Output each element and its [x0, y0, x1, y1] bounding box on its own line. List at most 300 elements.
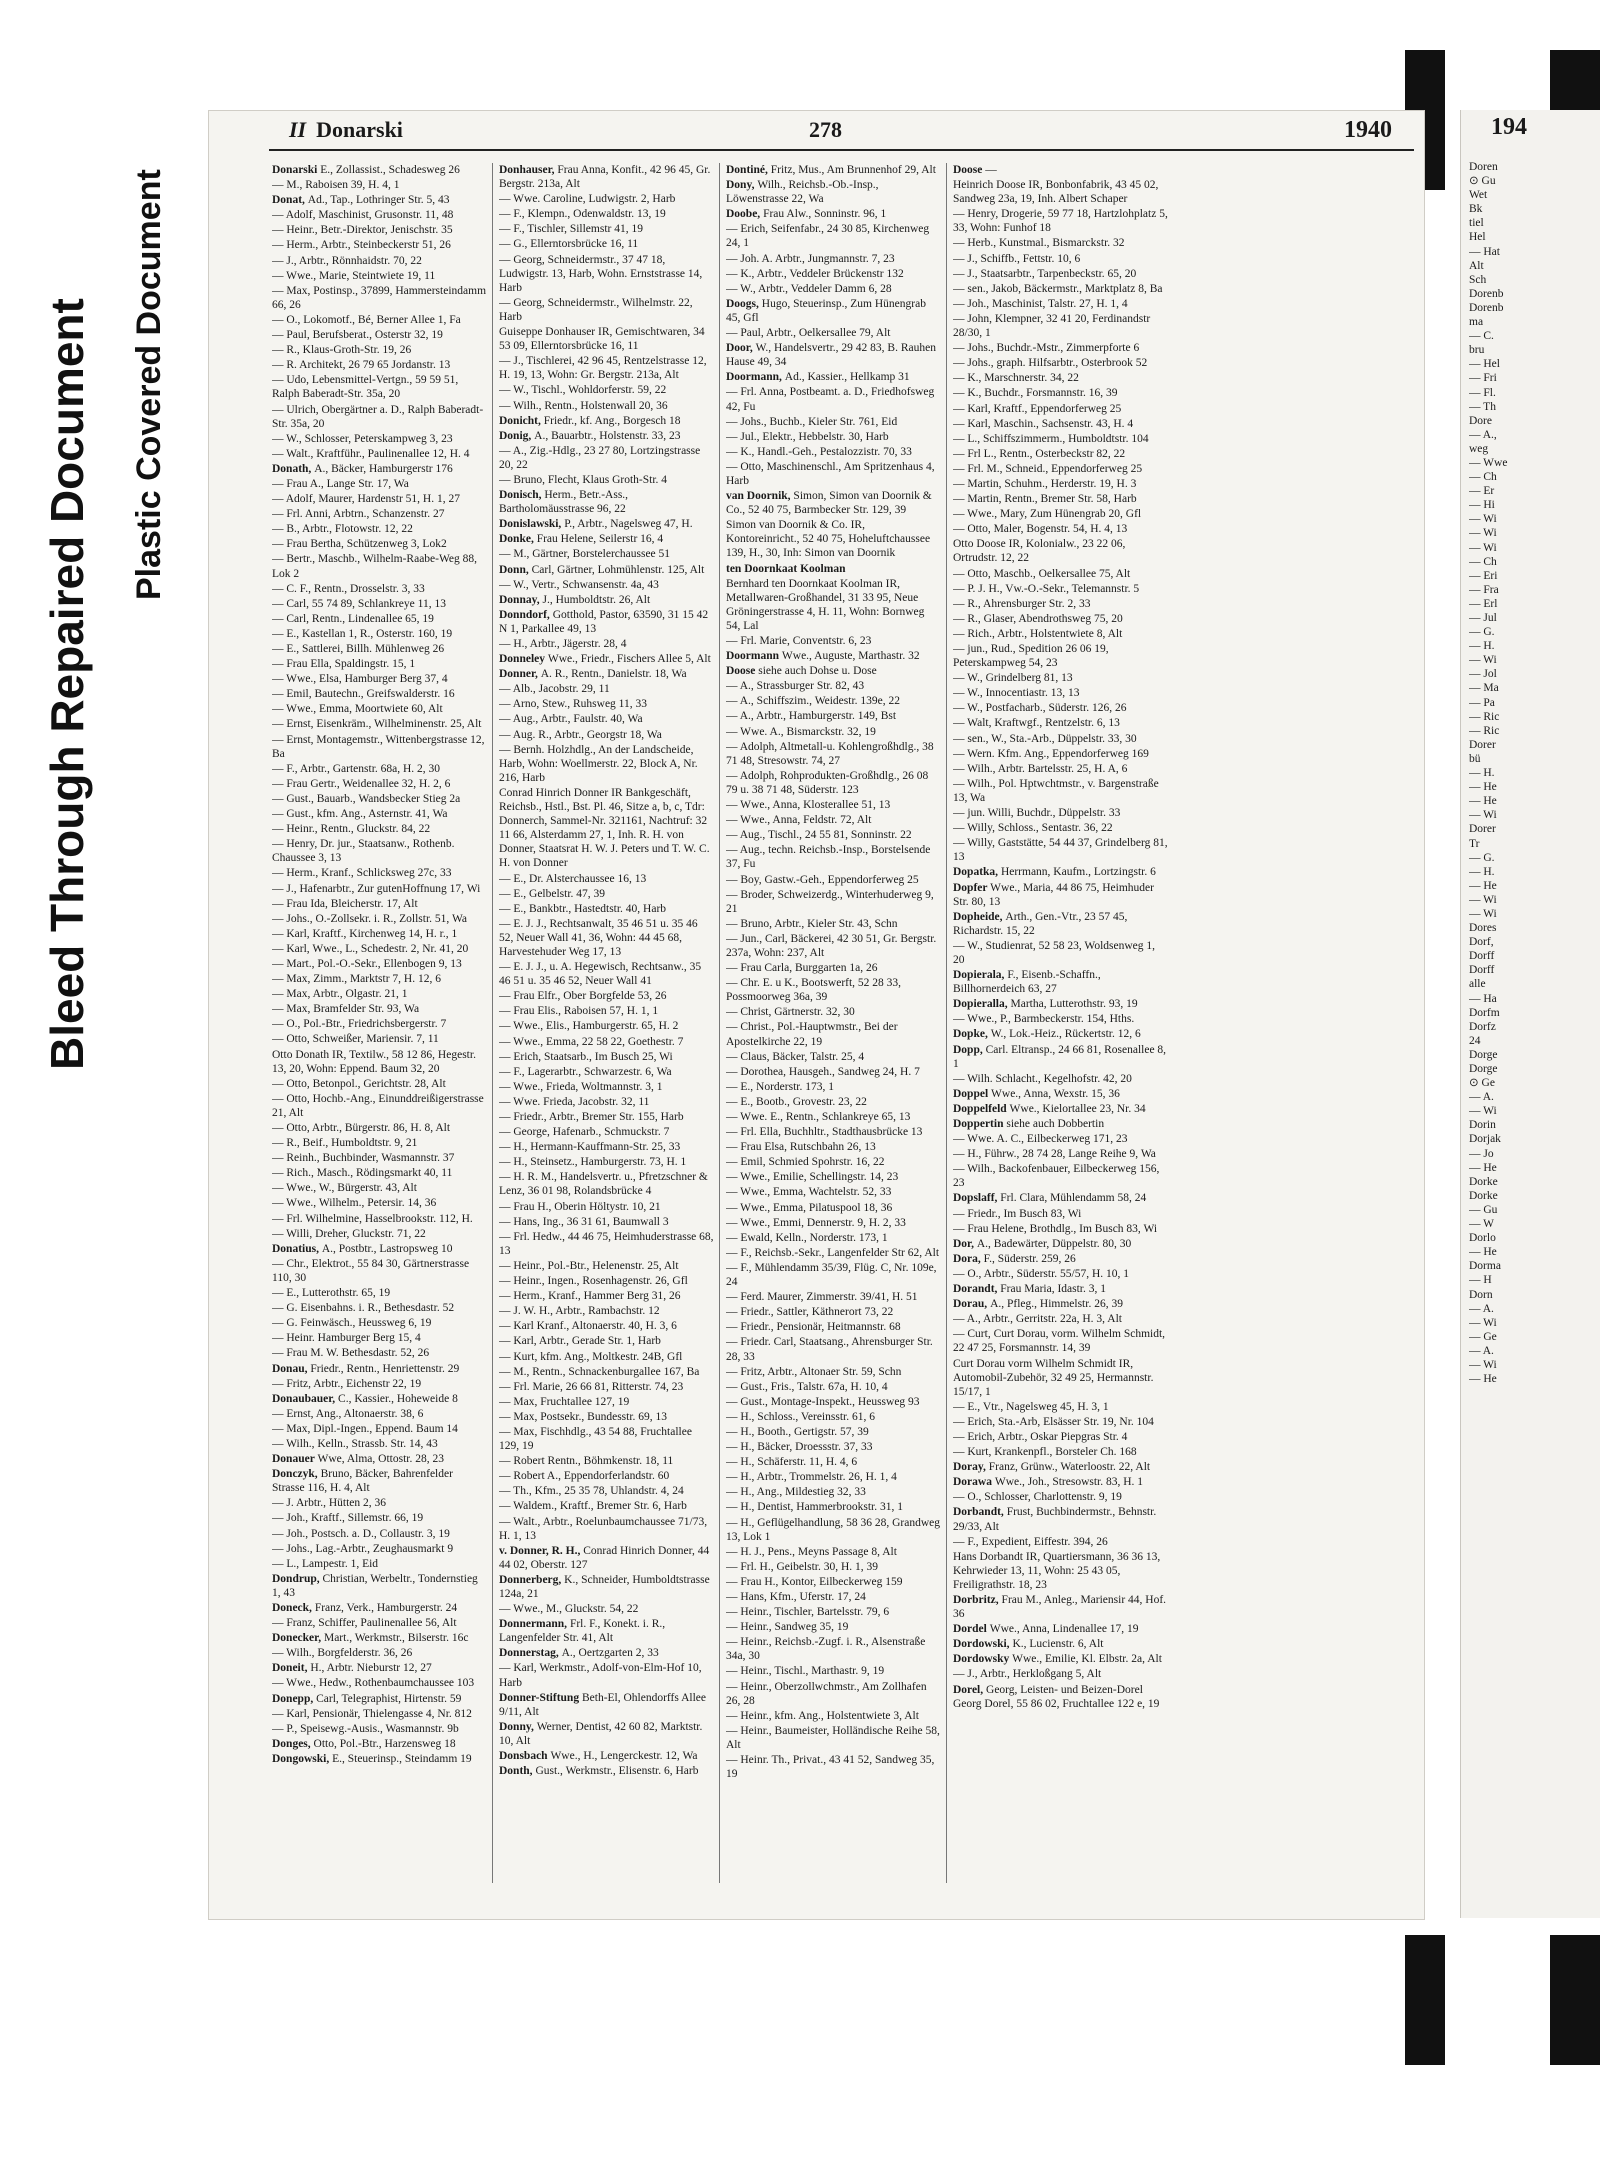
directory-entry	[726, 976, 941, 1004]
next-page-line: ma	[1469, 316, 1484, 329]
directory-entry	[499, 1095, 714, 1109]
entry-surname: Donner-Stiftung	[499, 1691, 582, 1704]
next-page-line: — Jul	[1469, 612, 1497, 624]
directory-entry	[499, 563, 714, 577]
entry-text: — Wilh., Arbtr. Bartelsstr. 25, H. A, 6	[953, 762, 1128, 775]
entry-text: — Th., Kfm., 25 35 78, Uhlandstr. 4, 24	[499, 1485, 684, 1498]
entry-text: Georg, Leisten- und Beizen-Dorel Georg Dorel, 55 86 02, Fruchtallee 122 e, 19	[953, 1683, 1160, 1710]
entry-text: — Franz, Schiffer, Paulinenallee 56, Alt	[272, 1617, 457, 1630]
entry-text: — John, Klempner, 32 41 20, Ferdinandstr 28/30, 1	[953, 312, 1151, 340]
entry-text: — Friedr., Pensionär, Heitmannstr. 68	[726, 1321, 901, 1334]
entry-text: — J. Arbtr., Hütten 2, 36	[272, 1497, 387, 1510]
entry-text: A. R., Rentn., Danielstr. 18, Wa	[540, 668, 687, 681]
directory-entry	[499, 488, 714, 516]
entry-text: Martha, Lutterothstr. 93, 19	[1010, 998, 1138, 1011]
entry-text: — Claus, Bäcker, Talstr. 25, 4	[726, 1050, 865, 1063]
entry-text: — Frau Ida, Bleicherstr. 17, Alt	[272, 897, 418, 910]
next-page-line: — Jo	[1469, 1147, 1494, 1160]
entry-text: — Wwe., Hedw., Rothenbaumchaussee 103	[272, 1677, 475, 1690]
entry-text: A., Pfleg., Himmelstr. 26, 39	[990, 1298, 1123, 1311]
entry-text: — Willi, Dreher, Gluckstr. 71, 22	[272, 1227, 426, 1240]
directory-entry	[953, 1445, 1168, 1459]
entry-text: — L., Schiffszimmerm., Humboldtstr. 104	[953, 432, 1149, 445]
entry-text: — Heinr. Hamburger Berg 15, 4	[272, 1332, 421, 1345]
next-page-line: — Wi	[1469, 1358, 1497, 1371]
entry-text: F., Süderstr. 259, 26	[983, 1252, 1076, 1265]
entry-text: — A., Zig.-Hdlg., 23 27 80, Lortzingstrasse 20, 22	[499, 444, 701, 471]
directory-entry	[953, 865, 1168, 879]
directory-entry	[272, 1692, 487, 1706]
entry-text: — Friedr., Arbtr., Bremer Str. 155, Harb	[499, 1111, 684, 1123]
entry-text: — Frau H., Kontor, Eilbeckerweg 159	[726, 1575, 903, 1588]
entry-text: W., Lok.-Heiz., Rückertstr. 12, 6	[990, 1028, 1141, 1041]
directory-entry	[499, 637, 714, 651]
next-page-line: Wet	[1469, 189, 1488, 202]
entry-text: Wwe., Friedr., Fischers Allee 5, Alt	[547, 653, 711, 666]
directory-entry	[499, 1410, 714, 1424]
directory-entry	[499, 1170, 714, 1198]
entry-text: Curt Dorau vorm Wilhelm Schmidt IR, Automobil-Zubehör, 32 49 25, Hermannstr. 15/17, 1	[953, 1357, 1154, 1398]
directory-entry	[272, 1752, 487, 1766]
directory-entry	[953, 1267, 1168, 1281]
next-page-line: — H.	[1469, 640, 1495, 653]
directory-entry	[953, 447, 1168, 461]
entry-text: — Fritz, Arbtr., Altonaer Str. 59, Schn	[726, 1365, 902, 1378]
directory-entry	[272, 1286, 487, 1300]
entry-text: — R., Beif., Humboldtstr. 9, 21	[272, 1137, 418, 1150]
directory-entry	[499, 325, 714, 353]
directory-entry	[272, 1572, 487, 1600]
next-page-line: — Ge	[1469, 1330, 1497, 1343]
directory-entry	[499, 917, 714, 959]
entry-text: A., Bauarbtr., Holstenstr. 33, 23	[534, 429, 681, 442]
entry-text: — Joh., Kraftf., Sillemstr. 66, 19	[272, 1512, 424, 1525]
entry-text: — W., Grindelberg 81, 13	[953, 672, 1073, 685]
entry-text: — R., Ahrensburger Str. 2, 33	[953, 597, 1091, 610]
directory-entry	[499, 728, 714, 742]
entry-surname: Doppelfeld	[953, 1102, 1010, 1115]
directory-entry	[272, 1077, 487, 1091]
entry-text: Heinrich Doose IR, Bonbonfabrik, 43 45 02, Sandweg 23a, 19, Inh. Albert Schaper	[953, 179, 1159, 206]
entry-text: — J., Staatsarbtr., Tarpenbeckstr. 65, 20	[953, 267, 1137, 280]
directory-entry	[953, 806, 1168, 820]
next-page-line: — Er	[1469, 485, 1495, 498]
entry-text: — Wwe., Wilhelm., Petersir. 14, 36	[272, 1197, 437, 1210]
entry-text: A., Postbtr., Lastropsweg 10	[321, 1242, 453, 1255]
entry-text: — Wwe., Elis., Hamburgerstr. 65, H. 2	[499, 1020, 679, 1033]
entry-text: — A., Strassburger Str. 82, 43	[726, 680, 865, 693]
directory-entry	[726, 1125, 941, 1139]
entry-text: — Frau Gertr., Weidenallee 32, H. 2, 6	[272, 777, 451, 790]
directory-entry	[499, 743, 714, 785]
next-page-line: ⊙ Ge	[1469, 1077, 1495, 1090]
directory-entry	[726, 518, 941, 560]
directory-entry	[272, 897, 487, 911]
directory-entry	[726, 1335, 941, 1363]
directory-entry	[272, 657, 487, 671]
entry-text: — Heinr., Baumeister, Holländische Reihe 58, Alt	[726, 1724, 940, 1751]
entry-text: — Emil, Schmied Spohrstr. 16, 22	[726, 1156, 885, 1169]
directory-column-3	[726, 163, 941, 1893]
directory-entry	[499, 1720, 714, 1748]
directory-entry	[272, 1601, 487, 1615]
directory-entry	[499, 532, 714, 546]
entry-text: — Wwe., Frieda, Woltmannstr. 3, 1	[499, 1080, 663, 1093]
directory-entry	[272, 792, 487, 806]
directory-entry	[953, 701, 1168, 715]
entry-text: Mart., Werkmstr., Bilserstr. 16c	[323, 1632, 469, 1645]
entry-text: Conrad Hinrich Donner, 44 44 02, Oberstr. 127	[499, 1544, 710, 1571]
entry-surname: Donauer	[272, 1453, 318, 1466]
entry-text: — Ulrich, Obergärtner a. D., Ralph Baberadt-Str. 35a, 20	[272, 403, 484, 430]
entry-text: Guiseppe Donhauser IR, Gemischtwaren, 34 53 09, Ellerntorsbrücke 16, 11	[499, 326, 705, 353]
entry-text: — Arno, Stew., Ruhsweg 11, 33	[499, 698, 648, 711]
entry-text: — Paul, Berufsberat., Osterstr 32, 19	[272, 329, 443, 342]
directory-entry	[953, 1312, 1168, 1326]
page-header	[209, 111, 1424, 157]
directory-entry	[499, 547, 714, 561]
next-page-line: — Wi	[1469, 1105, 1497, 1118]
next-page-line: — A.	[1469, 1091, 1494, 1104]
directory-entry	[272, 822, 487, 836]
entry-text: Frust, Buchbindermstr., Behnstr. 29/33, Alt	[953, 1506, 1157, 1533]
directory-entry	[953, 821, 1168, 835]
directory-entry	[499, 1050, 714, 1064]
entry-text: — Wwe., Emilie, Schellingstr. 14, 23	[726, 1171, 899, 1184]
directory-entry	[499, 253, 714, 295]
next-page-line: Alt	[1469, 259, 1484, 272]
directory-entry	[953, 282, 1168, 296]
directory-entry	[499, 872, 714, 886]
directory-entry	[499, 192, 714, 206]
entry-text: — M., Raboisen 39, H. 4, 1	[272, 179, 400, 192]
next-page-line: — Wi	[1469, 893, 1497, 906]
next-page-line: Doren	[1469, 161, 1498, 173]
directory-entry	[726, 1753, 941, 1781]
directory-entry	[272, 1166, 487, 1180]
entry-text: — M., Rentn., Schnackenburgallee 167, Ba	[499, 1365, 700, 1378]
directory-entry	[726, 370, 941, 384]
entry-text: — Adolph, Altmetall-u. Kohlengroßhdlg., 38 71 48, Stresowstr. 74, 27	[726, 740, 934, 767]
entry-text: — B., Arbtr., Flotowstr. 12, 22	[272, 523, 413, 536]
directory-entry	[499, 1602, 714, 1616]
directory-entry	[953, 1400, 1168, 1414]
entry-text: — E., Vtr., Nagelsweg 45, H. 3, 1	[953, 1400, 1109, 1413]
entry-surname: Doneit,	[272, 1662, 311, 1675]
black-tab-bottom-right	[1550, 1935, 1600, 2065]
entry-text: — Johs., O.-Zollsekr. i. R., Zollstr. 51, Wa	[272, 912, 468, 925]
entry-surname: Dorawa	[953, 1476, 995, 1489]
directory-entry	[953, 477, 1168, 491]
directory-entry	[726, 1500, 941, 1514]
entry-text: — Adolf, Maurer, Hardenstr 51, H. 1, 27	[272, 493, 460, 506]
next-page-line: — A.,	[1469, 428, 1497, 441]
directory-entry	[726, 1261, 941, 1289]
entry-text: — Udo, Lebensmittel-Vertgn., 59 59 51, Ralph Baberadt-Str. 35a, 20	[272, 374, 459, 401]
next-page-line: — Wi	[1469, 1316, 1497, 1329]
entry-text: Arth., Gen.-Vtr., 23 57 45, Richardstr. 15, 22	[953, 910, 1128, 937]
entry-text: — Georg, Schneidermstr., 37 47 18, Ludwigstr. 13, Harb, Wohn. Ernststrasse 14, Harb	[499, 253, 703, 294]
directory-entry	[726, 679, 941, 693]
next-page-line: Dorge	[1469, 1063, 1498, 1075]
entry-text: — Robert A., Eppendorferlandstr. 60	[499, 1470, 670, 1483]
entry-text: — Max, Arbtr., Olgastr. 21, 1	[272, 988, 408, 1001]
entry-surname: Dopieralla,	[953, 998, 1011, 1011]
directory-entry	[953, 1012, 1168, 1026]
directory-entry	[272, 1151, 487, 1165]
entry-text: Hugo, Steuerinsp., Zum Hünengrab 45, Gfl	[726, 297, 926, 324]
next-page-line: — He	[1469, 1161, 1497, 1174]
directory-entry	[726, 813, 941, 827]
directory-entry	[272, 882, 487, 896]
entry-text: Beth-El, Ohlendorffs Allee 9/11, Alt	[499, 1691, 706, 1718]
entry-surname: Doray,	[953, 1461, 989, 1474]
entry-text: — Boy, Gastw.-Geh., Eppendorferweg 25	[726, 873, 919, 886]
entry-surname: Donnerberg,	[499, 1573, 565, 1586]
entry-text: — Karl, Maschin., Sachsenstr. 43, H. 4	[953, 417, 1134, 430]
header-title	[289, 117, 403, 143]
entry-text: — Frau Elsa, Rutschbahn 26, 13	[726, 1141, 876, 1154]
directory-entry	[272, 866, 487, 880]
entry-text: — E., Bankbtr., Hastedtstr. 40, Harb	[499, 902, 667, 915]
next-page-line: — H	[1469, 1274, 1492, 1287]
directory-entry	[726, 1470, 941, 1484]
directory-entry	[272, 1676, 487, 1690]
entry-text: — Ferd. Maurer, Zimmerstr. 39/41, H. 51	[726, 1291, 918, 1304]
next-page-line: Dorenb	[1469, 301, 1504, 314]
directory-entry	[499, 1004, 714, 1018]
directory-entry	[953, 732, 1168, 746]
entry-text: — sen., Jakob, Bäckermstr., Marktplatz 8, Ba	[953, 282, 1163, 295]
directory-entry	[726, 445, 941, 459]
directory-entry	[726, 1065, 941, 1079]
next-page-line: — Jol	[1469, 668, 1497, 681]
entry-text: A., Bäcker, Hamburgerstr 176	[314, 462, 453, 475]
next-page-line: — Wwe	[1469, 456, 1508, 469]
entry-text: — Curt, Curt Dorau, vorm. Wilhelm Schmidt, 22 47 25, Forsmannstr. 14, 39	[953, 1328, 1166, 1355]
section-marker: II	[289, 117, 307, 142]
entry-text: — Otto, Hochb.-Ang., Einunddreißigerstrasse 21, Alt	[272, 1092, 484, 1119]
black-tab-bottom-left	[1405, 1935, 1445, 2065]
directory-entry	[953, 1282, 1168, 1296]
next-page-line: — G.	[1469, 626, 1495, 639]
directory-entry	[726, 1605, 941, 1619]
next-page-line: Dores	[1469, 922, 1497, 935]
directory-entry	[726, 709, 941, 723]
next-page-line: Dorf,	[1469, 936, 1494, 949]
next-page-line: — Hi	[1469, 499, 1495, 512]
directory-entry	[726, 843, 941, 871]
directory-entry	[499, 1646, 714, 1660]
entry-text: J., Humboldtstr. 26, Alt	[542, 593, 651, 606]
entry-text: — Frau Elis., Raboisen 57, H. 1, 1	[499, 1005, 659, 1018]
entry-surname: Donny,	[499, 1720, 537, 1733]
entry-text: — Erich, Seifenfabr., 24 30 85, Kirchenweg 24, 1	[726, 223, 930, 250]
directory-entry	[953, 642, 1168, 670]
entry-text: — F., Reichsb.-Sekr., Langenfelder Str 62, Alt	[726, 1246, 940, 1259]
next-page-line: weg	[1469, 442, 1489, 455]
entry-text: — Max, Zimm., Marktstr 7, H. 12, 6	[272, 973, 441, 986]
directory-entry	[272, 552, 487, 580]
directory-entry	[953, 939, 1168, 967]
entry-surname: Donnerstag,	[499, 1647, 562, 1660]
entry-text: Wilh., Reichsb.-Ob.-Insp., Löwenstrasse 22, Wa	[726, 179, 879, 206]
directory-entry	[726, 252, 941, 266]
directory-entry	[953, 1043, 1168, 1071]
entry-text: — Otto, Maschinenschl., Am Spritzenhaus 4, Harb	[726, 460, 935, 487]
directory-entry	[953, 537, 1168, 565]
directory-entry	[272, 1707, 487, 1721]
entry-text: — Herb., Kunstmal., Bismarckstr. 32	[953, 237, 1125, 250]
entry-text: — Chr., Elektrot., 55 84 30, Gärtnerstrasse 110, 30	[272, 1257, 470, 1284]
entry-text: — O., Schlosser, Charlottenstr. 9, 19	[953, 1491, 1122, 1504]
directory-entry	[953, 671, 1168, 685]
directory-entry	[953, 1667, 1168, 1681]
entry-surname: Dordel	[953, 1623, 990, 1636]
next-page-line: 24	[1469, 1034, 1481, 1047]
directory-entry	[272, 1316, 487, 1330]
entry-text: — Erich, Arbtr., Oskar Piepgras Str. 4	[953, 1430, 1128, 1443]
directory-entry	[272, 1437, 487, 1451]
directory-entry	[953, 1132, 1168, 1146]
entry-text: — jun. Willi, Buchdr., Düppelstr. 33	[953, 807, 1121, 820]
next-page-line: — H.	[1469, 865, 1495, 878]
next-page-line: Sch	[1469, 273, 1487, 286]
entry-text: Carl. Eltransp., 24 66 81, Rosenallee 8, 1	[953, 1043, 1167, 1070]
directory-entry	[726, 282, 941, 296]
entry-surname: Doobe,	[726, 208, 764, 221]
entry-text: — Ernst, Ang., Altonaerstr. 38, 6	[272, 1407, 424, 1420]
directory-entry	[272, 328, 487, 342]
entry-text: Frau Helene, Seilerstr 16, 4	[536, 533, 664, 546]
directory-entry	[953, 267, 1168, 281]
directory-entry	[953, 1637, 1168, 1651]
entry-text: — Georg, Schneidermstr., Wilhelmstr. 22, Harb	[499, 296, 693, 323]
entry-text: — H., Ang., Mildestieg 32, 33	[726, 1486, 866, 1499]
entry-text: — Frau Bertha, Schützenweg 3, Lok2	[272, 538, 447, 551]
next-page-line: Bk	[1469, 203, 1483, 216]
directory-entry	[953, 1027, 1168, 1041]
entry-text: — C. F., Rentn., Drosselstr. 3, 33	[272, 582, 425, 595]
entry-text: Wwe., Auguste, Marthastr. 32	[781, 650, 920, 663]
next-page-line: — Ric	[1469, 724, 1500, 737]
entry-text: — Rich., Arbtr., Holstentwiete 8, Alt	[953, 627, 1123, 640]
entry-text: Simon, Simon van Doornik & Co., 52 40 75, Barmbecker Str. 129, 39	[726, 490, 932, 517]
entry-text: — Gust., Bauarb., Wandsbecker Stieg 2a	[272, 792, 461, 805]
entry-text: — J., Arbtr., Herkloßgang 5, Alt	[953, 1668, 1102, 1681]
entry-text: — W., Studienrat, 52 58 23, Woldsenweg 1, 20	[953, 939, 1156, 966]
entry-text: — Friedr., Im Busch 83, Wi	[953, 1207, 1082, 1220]
directory-entry	[953, 1550, 1168, 1592]
directory-entry	[953, 582, 1168, 596]
next-page-line: Dorge	[1469, 1048, 1498, 1061]
entry-text: — Wwe., Emma, Moortwiete 60, Alt	[272, 703, 443, 716]
entry-text: Franz, Grünw., Waterloostr. 22, Alt	[988, 1461, 1151, 1474]
entry-text: — Frl. Anni, Arbtrn., Schanzenstr. 27	[272, 508, 445, 521]
directory-entry	[272, 492, 487, 506]
directory-entry	[953, 1237, 1168, 1251]
directory-entry	[726, 932, 941, 960]
entry-text: Frl. F., Konekt. i. R., Langenfelder Str. 41, Alt	[499, 1618, 666, 1645]
entry-text: — Frl. M., Schneid., Eppendorferweg 25	[953, 462, 1143, 475]
page-number: 278	[809, 117, 842, 142]
entry-text: — J., Schiffb., Fettstr. 10, 6	[953, 252, 1081, 265]
directory-entry	[726, 1516, 941, 1544]
directory-entry	[272, 208, 487, 222]
entry-surname: Dopierala,	[953, 969, 1008, 982]
entry-text: — Otto, Betonpol., Gerichtstr. 28, Alt	[272, 1077, 446, 1090]
entry-text: — H., Arbtr., Jägerstr. 28, 4	[499, 638, 627, 650]
side-label-secondary: Plastic Covered Document	[130, 169, 168, 600]
entry-text: — Heinr., Tischl., Marthastr. 9, 19	[726, 1665, 885, 1678]
next-page-line: alle	[1469, 978, 1486, 991]
directory-entry	[499, 414, 714, 428]
entry-text: Gotthold, Pastor, 63590, 31 15 42 N 1, Parkallee 49, 13	[499, 608, 709, 635]
entry-text: Herrmann, Kaufm., Lortzingstr. 6	[1000, 866, 1156, 879]
directory-entry	[499, 1661, 714, 1689]
next-page-line: Tr	[1469, 837, 1480, 850]
entry-text: Wwe., Kielortallee 23, Nr. 34	[1009, 1102, 1146, 1115]
entry-surname: Donarski	[272, 164, 321, 176]
directory-entry	[272, 972, 487, 986]
directory-entry	[272, 537, 487, 551]
entry-text: — Karl, Wwe., L., Schedestr. 2, Nr. 41, 20	[272, 942, 469, 955]
directory-entry	[272, 269, 487, 283]
entry-text: — Bertr., Maschb., Wilhelm-Raabe-Weg 88, Lok 2	[272, 553, 478, 580]
next-page-line: — He	[1469, 1373, 1497, 1386]
directory-entry	[272, 1017, 487, 1031]
entry-text: E., Zollassist., Schadesweg 26	[320, 164, 460, 176]
entry-text: Carl, Telegraphist, Hirtenstr. 59	[316, 1692, 462, 1705]
entry-text: A., Badewärter, Düppelstr. 80, 30	[976, 1237, 1132, 1250]
directory-entry	[499, 902, 714, 916]
entry-text: — Max, Dipl.-Ingen., Eppend. Baum 14	[272, 1422, 458, 1435]
entry-text: — J. W. H., Arbtr., Rambachstr. 12	[499, 1305, 660, 1318]
entry-text: — Wwe., Elsa, Hamburger Berg 37, 4	[272, 673, 448, 686]
directory-entry	[499, 399, 714, 413]
entry-surname: Donicht,	[499, 414, 544, 427]
directory-entry	[953, 997, 1168, 1011]
next-page-line: Dorer	[1469, 823, 1496, 836]
directory-entry	[499, 473, 714, 487]
entry-text: C., Kassier., Hoheweide 8	[338, 1392, 458, 1405]
entry-text: — Frl. Ella, Buchhltr., Stadthausbrücke 13	[726, 1126, 923, 1139]
entry-text: — Wwe., Anna, Klosterallee 51, 13	[726, 799, 891, 812]
next-page-line: Dorfm	[1469, 1006, 1500, 1019]
directory-entry	[953, 612, 1168, 626]
directory-entry	[953, 1327, 1168, 1355]
directory-entry	[499, 1469, 714, 1483]
directory-entry	[499, 1484, 714, 1498]
next-page-line: — He	[1469, 781, 1497, 794]
directory-entry	[499, 1573, 714, 1601]
entry-text: — Walt, Kraftwgf., Rentzelstr. 6, 13	[953, 717, 1120, 730]
entry-text: — Wwe., Emma, Pilatuspool 18, 36	[726, 1201, 893, 1214]
directory-entry	[726, 267, 941, 281]
entry-surname: Donecker,	[272, 1632, 324, 1645]
next-page-line: — Wi	[1469, 527, 1497, 540]
entry-surname: Dorbritz,	[953, 1594, 1002, 1606]
directory-entry	[726, 1005, 941, 1019]
entry-text: — Bruno, Arbtr., Kieler Str. 43, Schn	[726, 917, 898, 930]
entry-text: — Kurt, kfm. Ang., Moltkestr. 24B, Gfl	[499, 1350, 683, 1363]
entry-text: — Emil, Bautechn., Greifswalderstr. 16	[272, 688, 455, 701]
directory-entry	[953, 178, 1168, 206]
entry-text: — G. Feinwäsch., Heussweg 6, 19	[272, 1317, 432, 1330]
entry-text: — Bernh. Holzhdlg., An der Landscheide, Harb, Wohn: Woellmerstr. 22, Block A, Nr. 216, Harb	[499, 743, 698, 784]
directory-entry	[953, 1072, 1168, 1086]
entry-text: Wwe., Anna, Lindenallee 17, 19	[989, 1623, 1139, 1636]
